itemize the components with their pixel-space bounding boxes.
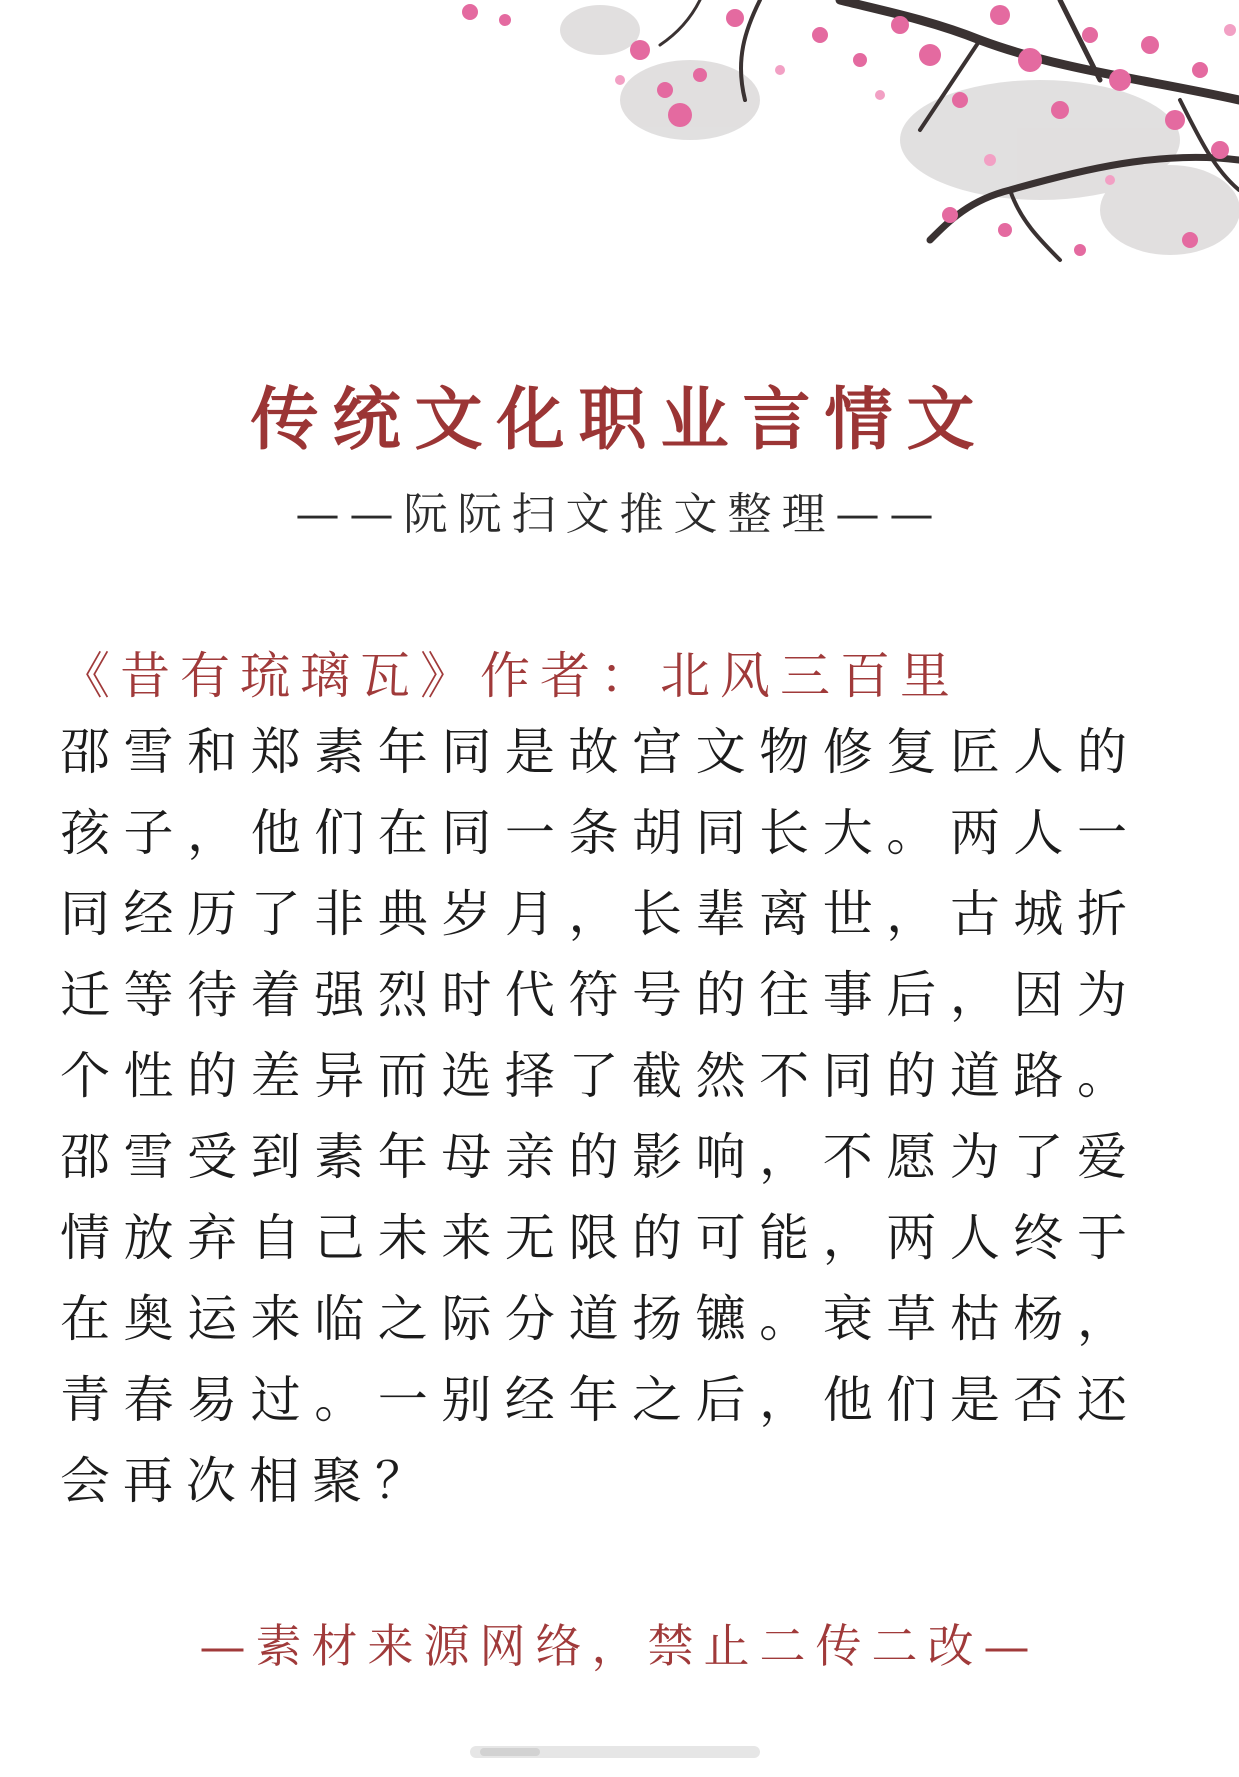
book-title-author: 《昔有琉璃瓦》作者：北风三百里 [60,647,960,705]
plum-blossom-illustration [0,0,1239,300]
book-summary: 邵雪和郑素年同是故宫文物修复匠人的孩子，他们在同一条胡同长大。两人一同经历了非典岁月，长辈离世，古城折迁等待着强烈时代符号的往事后，因为个性的差异而选择了截然不同的道路。邵雪受到素年母亲的影响，不愿为了爱情放弃自己未来无限的可能，两人终于在奥运来临之际分道扬镳。衰草枯杨，青春易过。一别经年之后，他们是否还会再次相聚？ [60,723,1140,1510]
page-subtitle: ——阮阮扫文推文整理—— [295,489,944,540]
page-title: 传统文化职业言情文 [250,380,989,460]
source-notice: —素材来源网络，禁止二传二改— [199,1619,1040,1673]
watermark-bar [470,1740,760,1764]
